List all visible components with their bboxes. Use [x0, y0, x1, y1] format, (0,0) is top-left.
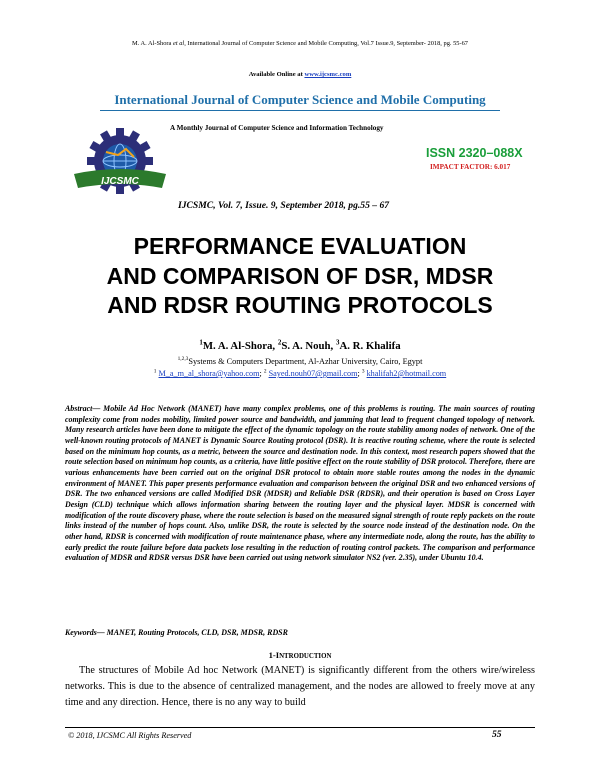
author-superscript: 2 — [277, 338, 282, 347]
running-head-etal: et al — [173, 40, 185, 47]
author-1: M. A. Al-Shora, — [202, 340, 278, 352]
journal-logo — [72, 128, 168, 198]
email-separator: ; — [357, 369, 362, 378]
affiliation-superscript: 1,2,3 — [177, 356, 189, 363]
running-head-author: M. A. Al-Shora — [131, 40, 172, 47]
journal-website-link[interactable]: www.ijcsmc.com — [304, 71, 352, 78]
introduction-paragraph — [65, 663, 535, 711]
email-link-2[interactable]: Sayed.nouh07@gmail.com — [268, 369, 358, 378]
impact-factor: IMPACT FACTOR: 6.017 — [430, 163, 511, 171]
citation: IJCSMC, Vol. 7, Issue. 9, September 2018, pg.55 – 67 — [178, 200, 390, 211]
section-initial: I — [275, 650, 280, 660]
email-superscript: 2 — [263, 368, 267, 375]
affiliation — [0, 357, 600, 366]
running-head-rest: , International Journal of Computer Science and Mobile Computing, Vol.7 Issue.9, September- 2018, pg. 55-67 — [184, 40, 468, 47]
footer-divider — [65, 727, 535, 728]
journal-logo-graphic — [72, 128, 168, 198]
email-superscript: 3 — [361, 368, 365, 375]
section-number: 1- — [268, 650, 276, 660]
author-2: S. A. Nouh, — [281, 340, 336, 352]
author-superscript: 1 — [199, 338, 203, 347]
email-separator: ; — [259, 369, 264, 378]
section-title-rest: NTRODUCTION — [279, 653, 332, 660]
issn: ISSN 2320–088X — [426, 146, 523, 160]
author-emails — [0, 369, 600, 378]
authors — [0, 340, 600, 352]
affiliation-text: Systems & Computers Department, Al-Azhar University, Cairo, Egypt — [188, 357, 423, 366]
email-link-3[interactable]: khalifah2@hotmail.com — [366, 369, 447, 378]
author-3: A. R. Khalifa — [339, 340, 401, 352]
abstract: Abstract— Mobile Ad Hoc Network (MANET) have many complex problems, one of this problems is routing. The main sources of routing complexity come from nodes mobility, limited power source and bandwidth, and jamming that lead to frequent changed topology of network. Many research articles have been done to mitigate the effect of the dynamic topology on the route stability among nodes of network. One of the well-known routing protocols of MANET is Dynamic Source Routing protocol (DSR). It is reactive routing scheme, where the route is selected based on the minimum hop counts, as a metric, between the source and destination node. In this context, most research papers showed that the route selection based on minimum hop counts, as a criteria, have little positive effect on the route stability of DSR protocol. Therefore, there are various enhancements have been carried out on the original DSR protocol to obtain more stable routes among the nodes in the dynamic environment of MANET. This paper presents performance evaluation and comparison between the original DSR and two enhanced versions of DSR. The two enhanced versions are called Modified DSR (MDSR) and Reliable DSR (RDSR), and their operation is based on Cross Layer Design (CLD) technique which allows information sharing between the routing layer and the physical layer. MDSR is concerned with modification of the route discovery phase, where the route selection is based on the measured signal strength of route reply packets on the route links instead of the number of hops count. Also, unlike DSR, the route is selected by the source node instead of the destination node. On the other hand, RDSR is concerned with modification of route maintenance phase, where any intermediate node, along the route, has the ability to early predict the route failure before data packets lose resulting in the reduction of routing control packets. The comparison and performance evaluation of MDSR and RDSR versus DSR have been carried out using network simulator NS2 (ver. 2.35), under Ubuntu 10.4. — [65, 404, 535, 563]
keywords: Keywords— MANET, Routing Protocols, CLD, DSR, MDSR, RDSR — [65, 628, 288, 637]
title-line: PERFORMANCE EVALUATION — [133, 233, 467, 259]
available-online-prefix: Available Online at — [248, 71, 305, 78]
introduction-text: The structures of Mobile Ad hoc Network (MANET) is significantly different from the others wire/wireless networks. This is due to the absence of centralized management, and the nodes are allowed to freely move at any time and any direction. Hence, there is no any way to build — [65, 665, 535, 708]
logo-text: IJCSMC — [101, 176, 139, 187]
email-link-1[interactable]: M_a_m_al_shora@yahoo.com — [158, 369, 260, 378]
email-superscript: 1 — [153, 368, 157, 375]
title-line: AND COMPARISON OF DSR, MDSR — [106, 262, 494, 289]
available-online — [0, 71, 600, 78]
journal-subtitle: A Monthly Journal of Computer Science and Information Technology — [170, 124, 384, 132]
page-number: 55 — [492, 729, 502, 740]
author-superscript: 3 — [335, 338, 340, 347]
running-head — [40, 40, 560, 47]
title-line: AND RDSR ROUTING PROTOCOLS — [107, 292, 493, 318]
journal-name: International Journal of Computer Science and Mobile Computing — [114, 92, 486, 107]
paper-title — [40, 232, 560, 321]
journal-divider — [100, 110, 500, 111]
copyright: © 2018, IJCSMC All Rights Reserved — [68, 731, 192, 740]
section-heading-introduction — [0, 650, 600, 660]
